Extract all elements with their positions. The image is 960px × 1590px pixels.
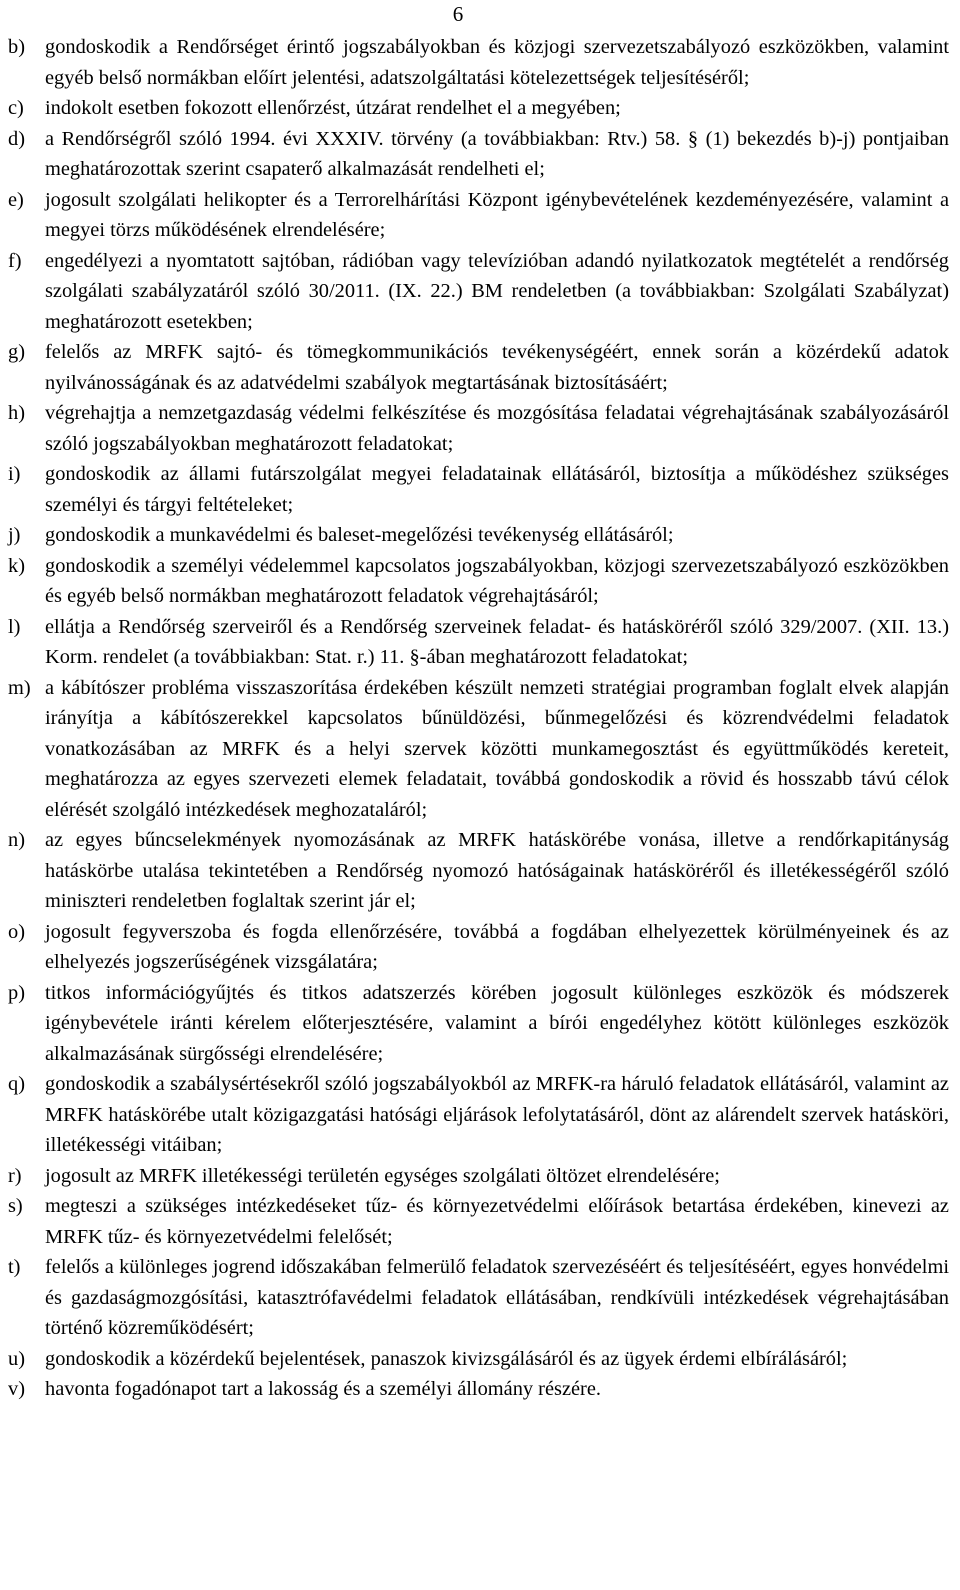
- list-item-text: havonta fogadónapot tart a lakosság és a személyi állomány részére.: [45, 1378, 601, 1400]
- list-item-text: a Rendőrségről szóló 1994. évi XXXIV. törvény (a továbbiakban: Rtv.) 58. § (1) bekezdés b)-j) pontjaiban meghatározottak szerint csapaterő alkalmazását rendelheti el;: [45, 127, 949, 180]
- list-item: [8, 825, 949, 917]
- list-item-marker: q): [8, 1073, 25, 1095]
- list-item-text: felelős az MRFK sajtó- és tömegkommunikációs tevékenységéért, ennek során a közérdekű adatok nyilvánosságának és az adatvédelmi szabályok megtartásának biztosításáért;: [45, 341, 949, 394]
- list-item: [8, 124, 949, 185]
- list-item-text: végrehajtja a nemzetgazdaság védelmi felkészítése és mozgósítása feladatai végrehajtásának szabályozásáról szóló jogszabályokban meghatározott feladatokat;: [45, 402, 949, 455]
- list-item-marker: n): [8, 829, 25, 851]
- list-item-marker: k): [8, 554, 25, 577]
- list-item-text: megteszi a szükséges intézkedéseket tűz- és környezetvédelmi előírások betartása érdekében, kinevezi az MRFK tűz- és környezetvédelmi felelősét;: [45, 1195, 949, 1248]
- list-item-text: engedélyezi a nyomtatott sajtóban, rádióban vagy televízióban adandó nyilatkozatok megtételét a rendőrség szolgálati szabályzatáról szóló 30/2011. (IX. 22.) BM rendeletben (a továbbiakban: Szolgálati Szabályzat) meghatározott esetekben;: [45, 249, 949, 333]
- list-item-marker: t): [8, 1256, 21, 1278]
- list-item-marker: j): [8, 524, 21, 546]
- list-item: [8, 1161, 949, 1192]
- list-item-marker: d): [8, 127, 25, 150]
- page-number: 6: [452, 2, 464, 26]
- list-item-marker: u): [8, 1347, 25, 1370]
- list-item-marker: v): [8, 1378, 25, 1400]
- list-item-marker: h): [8, 402, 25, 424]
- list-item-marker: m): [8, 676, 31, 699]
- list-item: [8, 551, 949, 612]
- list-item: [8, 459, 949, 520]
- list-item-marker: c): [8, 97, 24, 119]
- list-item-marker: r): [8, 1164, 22, 1187]
- list-item-marker: i): [8, 463, 21, 485]
- list-item-text: ellátja a Rendőrség szerveiről és a Rendőrség szerveinek feladat- és hatásköréről szóló 329/2007. (XII. 13.) Korm. rendelet (a továbbiakban: Stat. r.) 11. §-ában meghatározott feladatokat;: [45, 615, 949, 668]
- list-item: [8, 612, 949, 673]
- list-item: [8, 93, 949, 124]
- list-item-text: gondoskodik az állami futárszolgálat megyei feladatainak ellátásáról, biztosítja a működéshez szükséges személyi és tárgyi feltételeket;: [45, 463, 949, 516]
- list-item-marker: b): [8, 36, 25, 58]
- list-item: [8, 1191, 949, 1252]
- list-item: [8, 1252, 949, 1344]
- list-item-text: gondoskodik a személyi védelemmel kapcsolatos jogszabályokban, közjogi szervezetszabályozó eszközökben és egyéb belső normákban meghatározott feladatok végrehajtásáról;: [45, 554, 949, 607]
- list-item: [8, 1344, 949, 1375]
- list-item: [8, 1069, 949, 1161]
- list-item-text: felelős a különleges jogrend időszakában felmerülő feladatok szervezéséért és teljesítéséért, egyes honvédelmi és gazdaságmozgósítási, katasztrófavédelmi feladatok ellátásában, rendkívüli intézkedések végrehajtásában történő közreműködésért;: [45, 1256, 949, 1339]
- list-item: [8, 398, 949, 459]
- list-item-text: jogosult fegyverszoba és fogda ellenőrzésére, továbbá a fogdában elhelyezettek körülményeinek és az elhelyezés jogszerűségének vizsgálatára;: [45, 920, 949, 973]
- list-item-text: titkos információgyűjtés és titkos adatszerzés körében jogosult különleges eszközök és módszerek igénybevétele iránti kérelem előterjesztésére, valamint a bírói engedélyhez kötött különleges eszközök alkalmazásának sürgősségi elrendelésére;: [45, 981, 949, 1065]
- list-item-marker: s): [8, 1195, 23, 1217]
- list-item: [8, 673, 949, 826]
- list-item-marker: l): [8, 615, 21, 638]
- list-item-text: a kábítószer probléma visszaszorítása érdekében készült nemzeti stratégiai programban foglalt elvek alapján irányítja a kábítószerekkel kapcsolatos bűnüldözési, bűnmegelőzési és közrendvédelmi feladatok vonatkozásában az MRFK és a helyi szervek közötti munkamegosztást és együttműködés kereteit, meghatározza az egyes szervezeti elemek feladatait, továbbá gondoskodik a rövid és hosszabb távú célok elérését szolgáló intézkedések meghozataláról;: [45, 676, 949, 821]
- list-item: [8, 978, 949, 1070]
- list-item-marker: e): [8, 188, 24, 211]
- list-item: [8, 246, 949, 338]
- enumerated-list: [8, 32, 949, 1405]
- list-item-marker: g): [8, 341, 25, 363]
- list-item-text: jogosult szolgálati helikopter és a Terrorelhárítási Központ igénybevételének kezdeményezésére, valamint a megyei törzs működésének elrendelésére;: [45, 188, 949, 241]
- list-item-text: gondoskodik a közérdekű bejelentések, panaszok kivizsgálásáról és az ügyek érdemi elbírálásáról;: [45, 1347, 848, 1370]
- list-item-marker: p): [8, 981, 25, 1004]
- list-item-text: gondoskodik a szabálysértésekről szóló jogszabályokból az MRFK-ra háruló feladatok ellátásáról, valamint az MRFK hatáskörébe utalt közigazgatási hatósági eljárások lefolytatásáról, dönt az alárendelt szervek hatásköri, illetékességi vitáiban;: [45, 1073, 949, 1156]
- list-item-marker: o): [8, 920, 25, 943]
- list-item-text: az egyes bűncselekmények nyomozásának az MRFK hatáskörébe vonása, illetve a rendőrkapitányság hatáskörbe utalása tekintetében a Rendőrség nyomozó hatóságainak hatásköréről és illetékességéről szóló miniszteri rendeletben foglaltak szerint jár el;: [45, 829, 949, 912]
- list-item: [8, 917, 949, 978]
- list-item: [8, 1374, 949, 1405]
- list-item-marker: f): [8, 249, 22, 272]
- list-item-text: indokolt esetben fokozott ellenőrzést, útzárat rendelhet el a megyében;: [45, 97, 621, 119]
- list-item: [8, 185, 949, 246]
- list-item: [8, 337, 949, 398]
- list-item: [8, 520, 949, 551]
- list-item-text: jogosult az MRFK illetékességi területén egységes szolgálati öltözet elrendelésére;: [45, 1164, 720, 1187]
- list-item: [8, 32, 949, 93]
- list-item-text: gondoskodik a munkavédelmi és baleset-megelőzési tevékenység ellátásáról;: [45, 524, 674, 546]
- list-item-text: gondoskodik a Rendőrséget érintő jogszabályokban és közjogi szervezetszabályozó eszközökben, valamint egyéb belső normákban előírt jelentési, adatszolgáltatási kötelezettségek teljesítéséről;: [45, 36, 949, 89]
